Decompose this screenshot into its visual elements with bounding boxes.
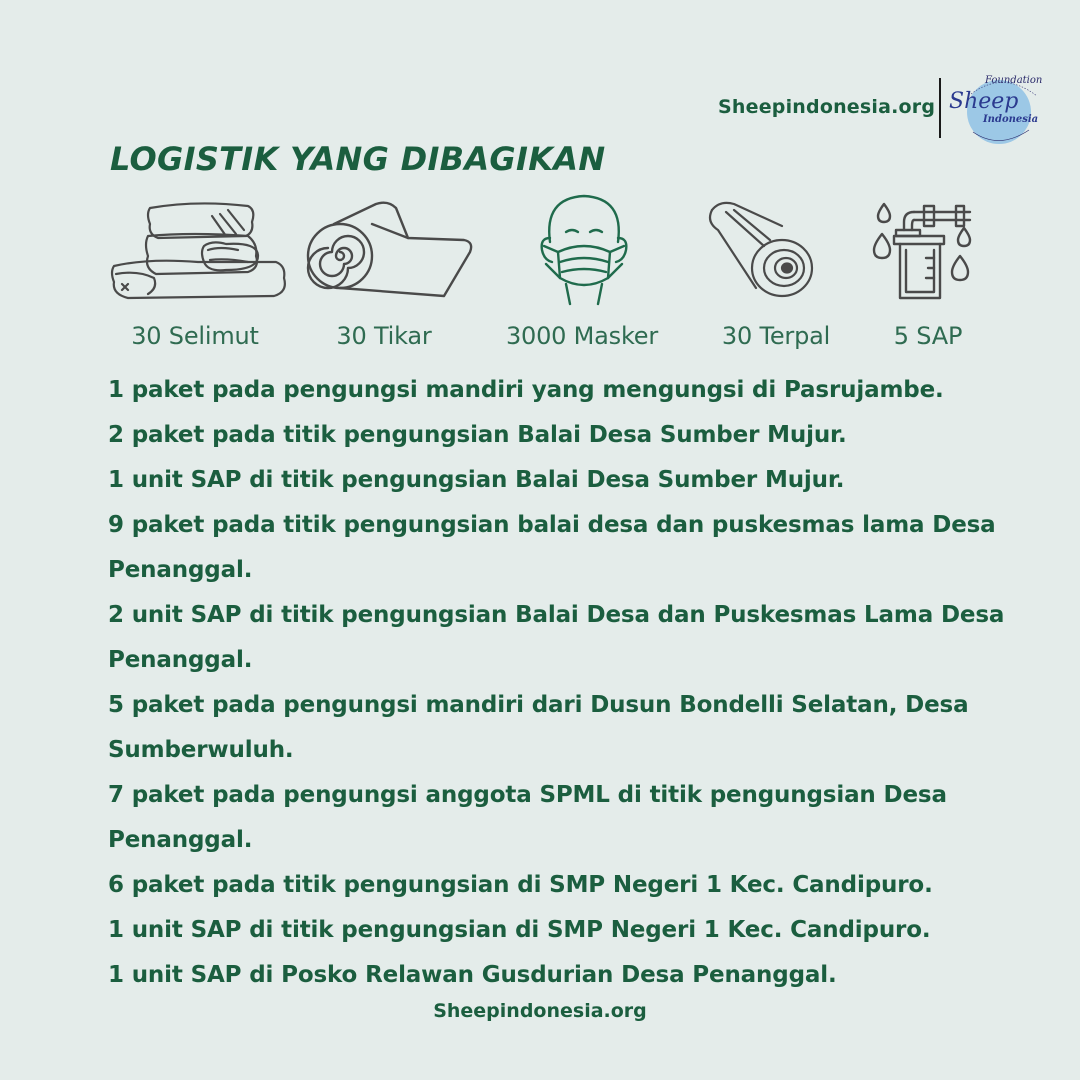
caption-sap: 5 SAP bbox=[893, 322, 963, 350]
list-item: 9 paket pada titik pengungsian balai desa dan puskesmas lama Desa Penanggal. bbox=[108, 512, 996, 583]
page-title: LOGISTIK YANG DIBAGIKAN bbox=[110, 140, 606, 178]
face-mask-icon bbox=[536, 192, 632, 306]
caption-masker: 3000 Masker bbox=[505, 322, 659, 350]
logo-arc-top: Foundation bbox=[985, 75, 1043, 86]
list-item: 1 unit SAP di titik pengungsian Balai Desa Sumber Mujur. bbox=[108, 467, 845, 493]
list-item: 1 unit SAP di titik pengungsian di SMP Negeri 1 Kec. Candipuro. bbox=[108, 917, 931, 943]
caption-tikar: 30 Tikar bbox=[336, 322, 432, 350]
logo-subtext: Indonesia bbox=[983, 114, 1039, 125]
list-item: 2 unit SAP di titik pengungsian Balai Desa dan Puskesmas Lama Desa Penanggal. bbox=[108, 602, 1005, 673]
list-item: 5 paket pada pengungsi mandiri dari Dusun Bondelli Selatan, Desa Sumberwuluh. bbox=[108, 692, 969, 763]
logo-divider bbox=[939, 78, 941, 138]
mat-roll-icon bbox=[304, 198, 476, 302]
list-item: 2 paket pada titik pengungsian Balai Desa Sumber Mujur. bbox=[108, 422, 847, 448]
caption-terpal: 30 Terpal bbox=[721, 322, 831, 350]
caption-selimut: 30 Selimut bbox=[131, 322, 259, 350]
distribution-list bbox=[108, 368, 1008, 998]
list-item: 7 paket pada pengungsi anggota SPML di titik pengungsian Desa Penanggal. bbox=[108, 782, 947, 853]
tarpaulin-roll-icon bbox=[704, 196, 816, 300]
blanket-icon bbox=[108, 200, 288, 300]
website-label-bottom: Sheepindonesia.org bbox=[433, 1000, 647, 1022]
sheep-foundation-logo bbox=[943, 74, 1049, 148]
list-item: 6 paket pada titik pengungsian di SMP Negeri 1 Kec. Candipuro. bbox=[108, 872, 933, 898]
list-item: 1 unit SAP di Posko Relawan Gusdurian Desa Penanggal. bbox=[108, 962, 837, 988]
list-item: 1 paket pada pengungsi mandiri yang mengungsi di Pasrujambe. bbox=[108, 377, 944, 403]
website-label-top: Sheepindonesia.org bbox=[718, 96, 936, 118]
water-faucet-icon bbox=[870, 198, 976, 302]
logo-text: Sheep bbox=[949, 89, 1019, 114]
